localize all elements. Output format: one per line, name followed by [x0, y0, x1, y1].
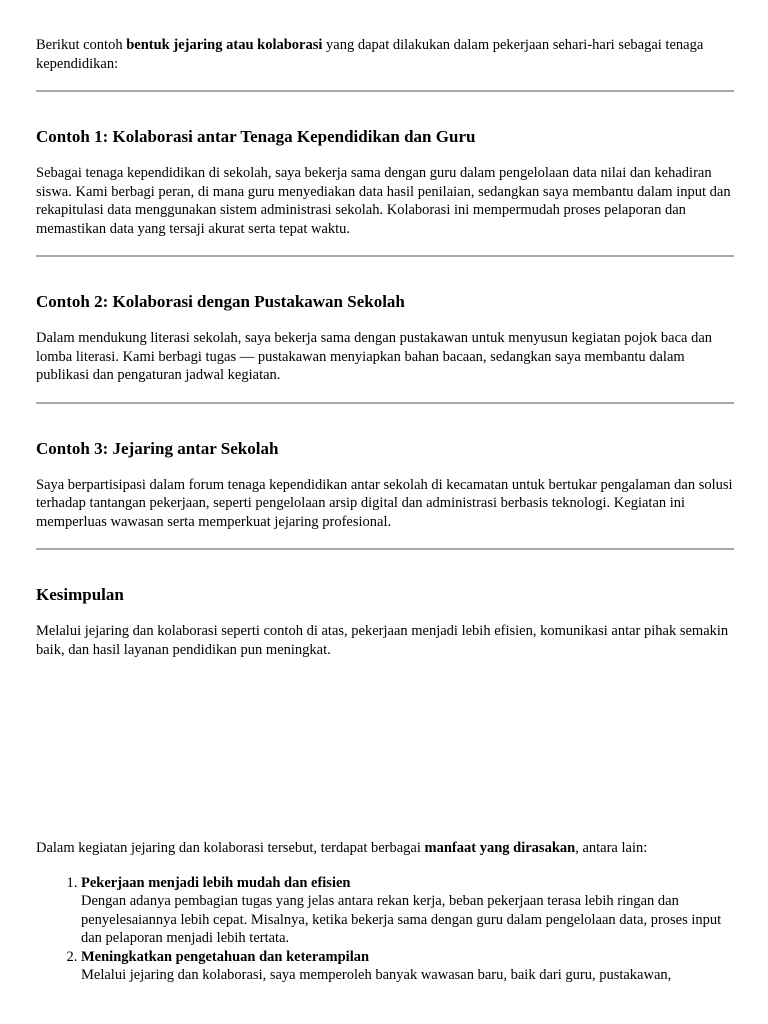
intro-text-prefix: Berikut contoh: [36, 37, 127, 53]
benefits-intro: [36, 839, 734, 858]
intro-text-suffix: yang dapat dilakukan dalam pekerjaan sehari-hari sebagai tenaga kependidikan:: [36, 37, 704, 72]
benefit-item: [81, 948, 734, 985]
conclusion-heading: Kesimpulan: [36, 585, 124, 604]
intro-text-bold: bentuk jejaring atau kolaborasi: [126, 37, 323, 53]
divider: [36, 90, 734, 92]
benefit-body: Melalui jejaring dan kolaborasi, saya memperoleh banyak wawasan baru, baik dari guru, pustakawan,: [81, 967, 672, 983]
blank-space: [36, 659, 734, 839]
benefits-intro-prefix: Dalam kegiatan jejaring dan kolaborasi tersebut, terdapat berbagai: [36, 840, 425, 856]
benefit-title: 1. Pekerjaan menjadi lebih mudah dan efisien: [81, 874, 351, 891]
benefit-item: [81, 874, 734, 948]
section-3-heading: Contoh 3: Jejaring antar Sekolah: [36, 438, 279, 458]
divider: [36, 255, 734, 257]
section-1-body: Sebagai tenaga kependidikan di sekolah, saya bekerja sama dengan guru dalam pengelolaan data nilai dan kehadiran siswa. Kami berbagi peran, di mana guru menyediakan data hasil penilaian, sedangkan saya membantu dalam input dan rekapitulasi data menggunakan sistem administrasi sekolah. Kolaborasi ini mempermudah proses pelaporan dan memastikan data yang tersaji akurat serta tepat waktu.: [36, 165, 731, 237]
section-1-heading: Contoh 1: Kolaborasi antar Tenaga Kependidikan dan Guru: [36, 127, 476, 146]
conclusion-body: Melalui jejaring dan kolaborasi seperti contoh di atas, pekerjaan menjadi lebih efisien, komunikasi antar pihak semakin baik, dan hasil layanan pendidikan pun meningkat.: [36, 623, 729, 658]
divider: [36, 402, 734, 404]
benefit-title: 2. Meningkatkan pengetahuan dan keterampilan: [81, 948, 370, 965]
divider: [36, 548, 734, 550]
benefits-intro-bold: manfaat yang dirasakan: [424, 840, 576, 856]
section-2-body: Dalam mendukung literasi sekolah, saya bekerja sama dengan pustakawan untuk menyusun kegiatan pojok baca dan lomba literasi. Kami berbagi tugas — pustakawan menyiapkan bahan bacaan, sedangkan saya membantu dalam publikasi dan pengaturan jadwal kegiatan.: [36, 330, 713, 383]
benefits-intro-suffix: , antara lain:: [575, 840, 648, 856]
section-2-heading: Contoh 2: Kolaborasi dengan Pustakawan Sekolah: [36, 292, 405, 311]
benefit-body: Dengan adanya pembagian tugas yang jelas antara rekan kerja, beban pekerjaan terasa lebih ringan dan penyelesaiannya lebih cepat. Misalnya, ketika bekerja sama dengan guru dalam pengelolaan data, proses input dan pelaporan menjadi lebih tertata.: [81, 893, 722, 946]
benefits-list: [36, 874, 734, 985]
document-page: [36, 36, 734, 985]
section-3-body: Saya berpartisipasi dalam forum tenaga kependidikan antar sekolah di kecamatan untuk bertukar pengalaman dan solusi terhadap tantangan pekerjaan, seperti pengelolaan arsip digital dan administrasi berbasis teknologi. Kegiatan ini memperluas wawasan serta memperkuat jejaring profesional.: [36, 476, 733, 530]
intro-paragraph: [36, 36, 734, 73]
